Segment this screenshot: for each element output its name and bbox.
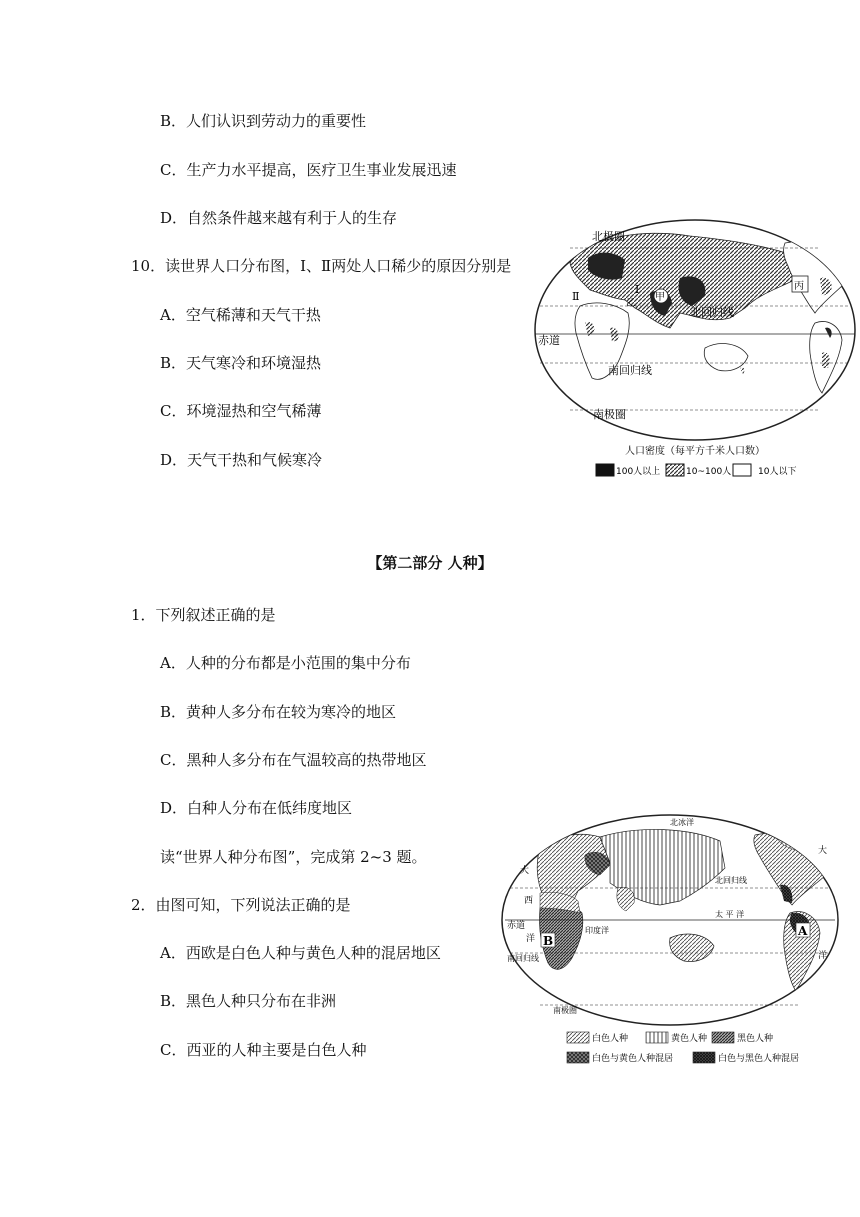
legend-wb-swatch [693, 1052, 715, 1063]
q9-option-b: B．人们认识到劳动力的重要性 [160, 112, 367, 130]
map2-label-equator: 赤道 [507, 921, 526, 931]
label-equator: 赤道 [538, 334, 560, 347]
p2-q1-option-a: A．人种的分布都是小范围的集中分布 [160, 654, 411, 672]
map2-label-indian: 印度洋 [585, 926, 609, 935]
q10-option-d: D．天气干热和气候寒冷 [160, 451, 323, 469]
part2-title: 【第二部分 人种】 [367, 554, 493, 572]
map2-label-yang-right: 洋 [818, 951, 828, 961]
map2-label-yang-left: 洋 [526, 934, 536, 944]
label-tropic-capricorn: 南回归线 [608, 364, 652, 377]
map2-label-da-left: 大 [520, 866, 530, 876]
label-north-polar: 北极圈 [592, 230, 625, 243]
q9-option-c: C．生产力水平提高，医疗卫生事业发展迅速 [160, 161, 457, 179]
label-south-polar: 南极圈 [593, 408, 626, 421]
p2-q1-option-c: C．黑种人多分布在气温较高的热带地区 [160, 751, 427, 769]
map2-label-pacific: 太 平 洋 [715, 910, 745, 919]
label-mark-yi: 乙 [626, 298, 636, 309]
map1-legend-title: 人口密度（每平方千米人口数） [625, 446, 765, 457]
legend-wb-label: 白色与黑色人种混居 [718, 1054, 800, 1064]
legend-yellow-label: 黄色人种 [671, 1034, 708, 1044]
q10-option-b: B．天气寒冷和环境湿热 [160, 354, 322, 372]
legend-yellow-swatch [646, 1032, 668, 1043]
map2-label-antarctic: 南极圈 [553, 1006, 577, 1015]
map2-label-da-right: 大 [818, 846, 828, 856]
map2-label-tropic-cancer: 北回归线 [715, 876, 747, 885]
p2-q1-stem: 1．下列叙述正确的是 [131, 606, 276, 624]
world-population-map [530, 218, 860, 483]
label-mark-1: Ⅰ [635, 283, 640, 296]
label-mark-jia: 甲 [655, 292, 665, 303]
legend-medium-label: 10~100人 [686, 467, 732, 477]
legend-black-label: 黑色人种 [737, 1034, 774, 1044]
p2-intro: 读“世界人种分布图”，完成第 2~3 题。 [160, 848, 427, 866]
q10-option-a: A．空气稀薄和天气干热 [160, 306, 321, 324]
p2-q2-option-b: B．黑色人种只分布在非洲 [160, 992, 337, 1010]
legend-medium-swatch [666, 464, 684, 476]
label-mark-bing: 丙 [794, 281, 804, 292]
legend-white-swatch [567, 1032, 589, 1043]
label-mark-2: Ⅱ [572, 290, 580, 303]
q10-stem: 10．读世界人口分布图，Ⅰ、Ⅱ两处人口稀少的原因分别是 [131, 257, 512, 275]
p2-q1-option-b: B．黄种人多分布在较为寒冷的地区 [160, 703, 397, 721]
p2-q2-option-a: A．西欧是白色人种与黄色人种的混居地区 [160, 944, 441, 962]
p2-q1-option-d: D．白种人分布在低纬度地区 [160, 799, 353, 817]
q9-option-d: D．自然条件越来越有利于人的生存 [160, 209, 398, 227]
legend-dense-swatch [596, 464, 614, 476]
legend-white-label: 白色人种 [592, 1034, 629, 1044]
legend-sparse-swatch [733, 464, 751, 476]
legend-black-swatch [712, 1032, 734, 1043]
map2-label-tropic-capricorn: 南回归线 [507, 954, 539, 963]
legend-wy-label: 白色与黄色人种混居 [592, 1054, 674, 1064]
map2-label-xi-left: 西 [524, 896, 534, 906]
map2-label-a: A [798, 924, 808, 938]
p2-q2-option-c: C．西亚的人种主要是白色人种 [160, 1041, 367, 1059]
label-tropic-cancer: 北回归线 [690, 306, 734, 319]
p2-q2-stem: 2．由图可知，下列说法正确的是 [131, 896, 351, 914]
legend-wy-swatch [567, 1052, 589, 1063]
q10-option-c: C．环境湿热和空气稀薄 [160, 402, 322, 420]
world-race-map [500, 813, 845, 1073]
map2-label-b: B [543, 934, 554, 948]
legend-dense-label: 100人以上 [616, 467, 661, 477]
legend-sparse-label: 10人以下 [758, 467, 797, 477]
map2-label-arctic: 北冰洋 [670, 818, 694, 827]
